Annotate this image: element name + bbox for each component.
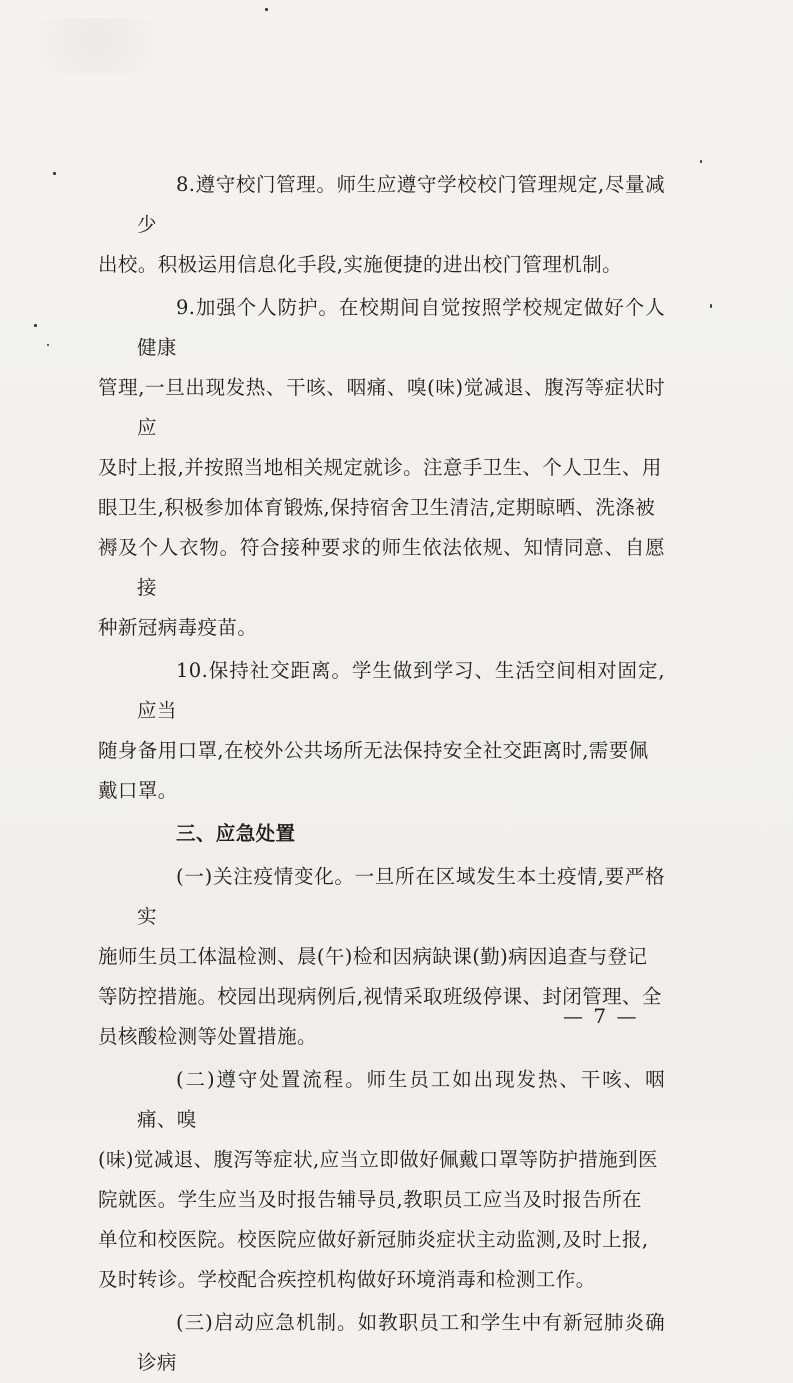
paragraph-emergency-3: [137, 1303, 665, 1383]
paragraph-10: [98, 651, 665, 811]
text-line: 及时转诊。学校配合疾控机构做好环境消毒和检测工作。: [98, 1268, 596, 1291]
text-line: 等防控措施。校园出现病例后,视情采取班级停课、封闭管理、全: [98, 985, 662, 1008]
text-line: 9.加强个人防护。在校期间自觉按照学校规定做好个人健康: [137, 296, 665, 359]
text-line: 褥及个人衣物。符合接种要求的师生依法依规、知情同意、自愿接: [98, 536, 665, 599]
text-line: 院就医。学生应当及时报告辅导员,教职员工应当及时报告所在: [98, 1188, 642, 1211]
scan-mark: [53, 172, 56, 175]
text-line: 施师生员工体温检测、晨(午)检和因病缺课(勤)病因追查与登记: [98, 945, 648, 968]
text-line: 管理,一旦出现发热、干咳、咽痛、嗅(味)觉减退、腹泻等症状时应: [98, 376, 665, 439]
text-line: 种新冠病毒疫苗。: [98, 616, 258, 639]
scan-mark: [47, 344, 49, 346]
scan-smudge: [32, 18, 192, 73]
text-line: 出校。积极运用信息化手段,实施便捷的进出校门管理机制。: [98, 253, 622, 276]
scan-mark: [710, 304, 712, 308]
text-line: (一)关注疫情变化。一旦所在区域发生本土疫情,要严格实: [137, 865, 665, 928]
scan-mark: [34, 324, 37, 327]
text-line: 及时上报,并按照当地相关规定就诊。注意手卫生、个人卫生、用: [98, 456, 662, 479]
paragraph-9: [98, 288, 665, 648]
text-line: 眼卫生,积极参加体育锻炼,保持宿舍卫生清洁,定期晾晒、洗涤被: [98, 496, 656, 519]
text-line: (二)遵守处置流程。师生员工如出现发热、干咳、咽痛、嗅: [137, 1068, 665, 1131]
text-line: 员核酸检测等处置措施。: [98, 1025, 317, 1048]
text-line: (味)觉减退、腹泻等症状,应当立即做好佩戴口罩等防护措施到医: [98, 1148, 658, 1171]
section-heading: 三、应急处置: [176, 822, 296, 845]
scan-mark: [700, 160, 702, 163]
document-body: [98, 165, 665, 1383]
scan-mark: [265, 8, 268, 11]
text-line: 戴口罩。: [98, 779, 178, 802]
page-number: — 7 —: [563, 1004, 639, 1028]
text-line: 8.遵守校门管理。师生应遵守学校校门管理规定,尽量减少: [137, 173, 665, 236]
text-line: 10.保持社交距离。学生做到学习、生活空间相对固定,应当: [137, 659, 665, 722]
paragraph-emergency-2: [98, 1060, 665, 1300]
paragraph-8: [98, 165, 665, 285]
text-line: 随身备用口罩,在校外公共场所无法保持安全社交距离时,需要佩: [98, 739, 649, 762]
text-line: 单位和校医院。校医院应做好新冠肺炎症状主动监测,及时上报,: [98, 1228, 649, 1251]
text-line: (三)启动应急机制。如教职员工和学生中有新冠肺炎确诊病: [137, 1311, 665, 1374]
